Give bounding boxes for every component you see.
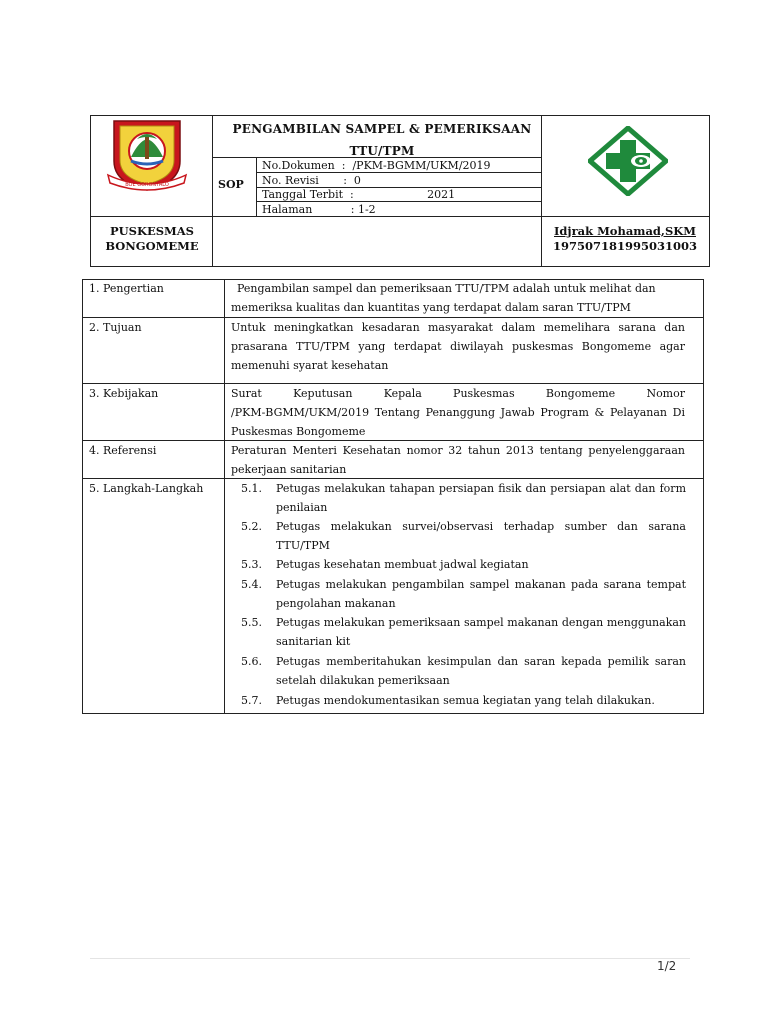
step-text: pengolahan makanan	[276, 597, 396, 610]
regency-emblem-logo	[104, 117, 190, 193]
step-text: penilaian	[276, 501, 328, 514]
table-divider	[224, 279, 225, 714]
section-text: Untuk meningkatkan kesadaran masyarakat dalam memelihara sarana dan	[231, 321, 685, 334]
step-text: TTU/TPM	[276, 539, 330, 552]
step-number: 5.4.	[241, 578, 262, 591]
section-text: memenuhi syarat kesehatan	[231, 359, 389, 372]
title-line: PENGAMBILAN SAMPEL & PEMERIKSAAN	[232, 122, 532, 136]
section-text: memeriksa kualitas dan kuantitas yang terdapat dalam saran TTU/TPM	[231, 301, 631, 314]
signatory	[545, 224, 705, 254]
page-range: Halaman : 1-2	[262, 203, 376, 216]
step-number: 5.5.	[241, 616, 262, 629]
org-line: PUSKESMAS	[109, 224, 194, 238]
page-indicator: 1/2	[657, 959, 677, 973]
section-text: Peraturan Menteri Kesehatan nomor 32 tahun 2013 tentang penyelenggaraan	[231, 444, 685, 457]
section-label: 5. Langkah-Langkah	[89, 482, 204, 495]
page-divider	[90, 958, 690, 959]
step-text: Petugas melakukan tahapan persiapan fisik dan persiapan alat dan form	[276, 482, 686, 495]
section-text: /PKM-BGMM/UKM/2019 Tentang Penanggung Jawab Program & Pelayanan Di	[231, 406, 685, 419]
step-number: 5.2.	[241, 520, 262, 533]
header-divider	[90, 216, 710, 217]
org-line: BONGOMEME	[105, 239, 199, 253]
section-text: Surat Keputusan Kepala Puskesmas Bongomeme Nomor	[231, 387, 685, 400]
section-text: prasarana TTU/TPM yang terdapat diwilayah puskesmas Bongomeme agar	[231, 340, 685, 353]
document-number: No.Dokumen : /PKM-BGMM/UKM/2019	[262, 159, 491, 172]
step-text: Petugas melakukan pengambilan sampel makanan pada sarana tempat	[276, 578, 686, 591]
step-text: Petugas mendokumentasikan semua kegiatan yang telah dilakukan.	[276, 694, 655, 707]
section-label: 3. Kebijakan	[89, 387, 159, 400]
issue-date: Tanggal Terbit : 2021	[262, 188, 456, 201]
health-cross-logo	[588, 126, 668, 196]
step-number: 5.1.	[241, 482, 262, 495]
organization-name	[92, 224, 212, 254]
step-text: Petugas melakukan pemeriksaan sampel makanan dengan menggunakan	[276, 616, 686, 629]
signatory-name: Idjrak Mohamad,SKM	[554, 224, 696, 238]
step-text: sanitarian kit	[276, 635, 351, 648]
step-text: Petugas kesehatan membuat jadwal kegiatan	[276, 558, 529, 571]
section-text: Puskesmas Bongomeme	[231, 425, 366, 438]
section-label: 1. Pengertian	[89, 282, 164, 295]
section-text: Pengambilan sampel dan pemeriksaan TTU/TPM adalah untuk melihat dan	[237, 282, 656, 295]
section-text: pekerjaan sanitarian	[231, 463, 347, 476]
step-text: Petugas memberitahukan kesimpulan dan saran kepada pemilik saran	[276, 655, 686, 668]
section-label: 4. Referensi	[89, 444, 157, 457]
step-text: Petugas melakukan survei/observasi terhadap sumber dan sarana	[276, 520, 686, 533]
title-line: TTU/TPM	[349, 144, 415, 158]
step-number: 5.7.	[241, 694, 262, 707]
sop-label: SOP	[218, 178, 244, 191]
document-title	[222, 118, 542, 162]
section-label: 2. Tujuan	[89, 321, 142, 334]
emblem-ribbon-text: BOE GORONTALO	[125, 182, 169, 188]
signatory-id: 197507181995031003	[552, 239, 698, 253]
revision-number: No. Revisi : 0	[262, 174, 361, 187]
step-text: setelah dilakukan pemeriksaan	[276, 674, 450, 687]
step-number: 5.6.	[241, 655, 262, 668]
step-number: 5.3.	[241, 558, 262, 571]
header-divider	[212, 115, 213, 267]
